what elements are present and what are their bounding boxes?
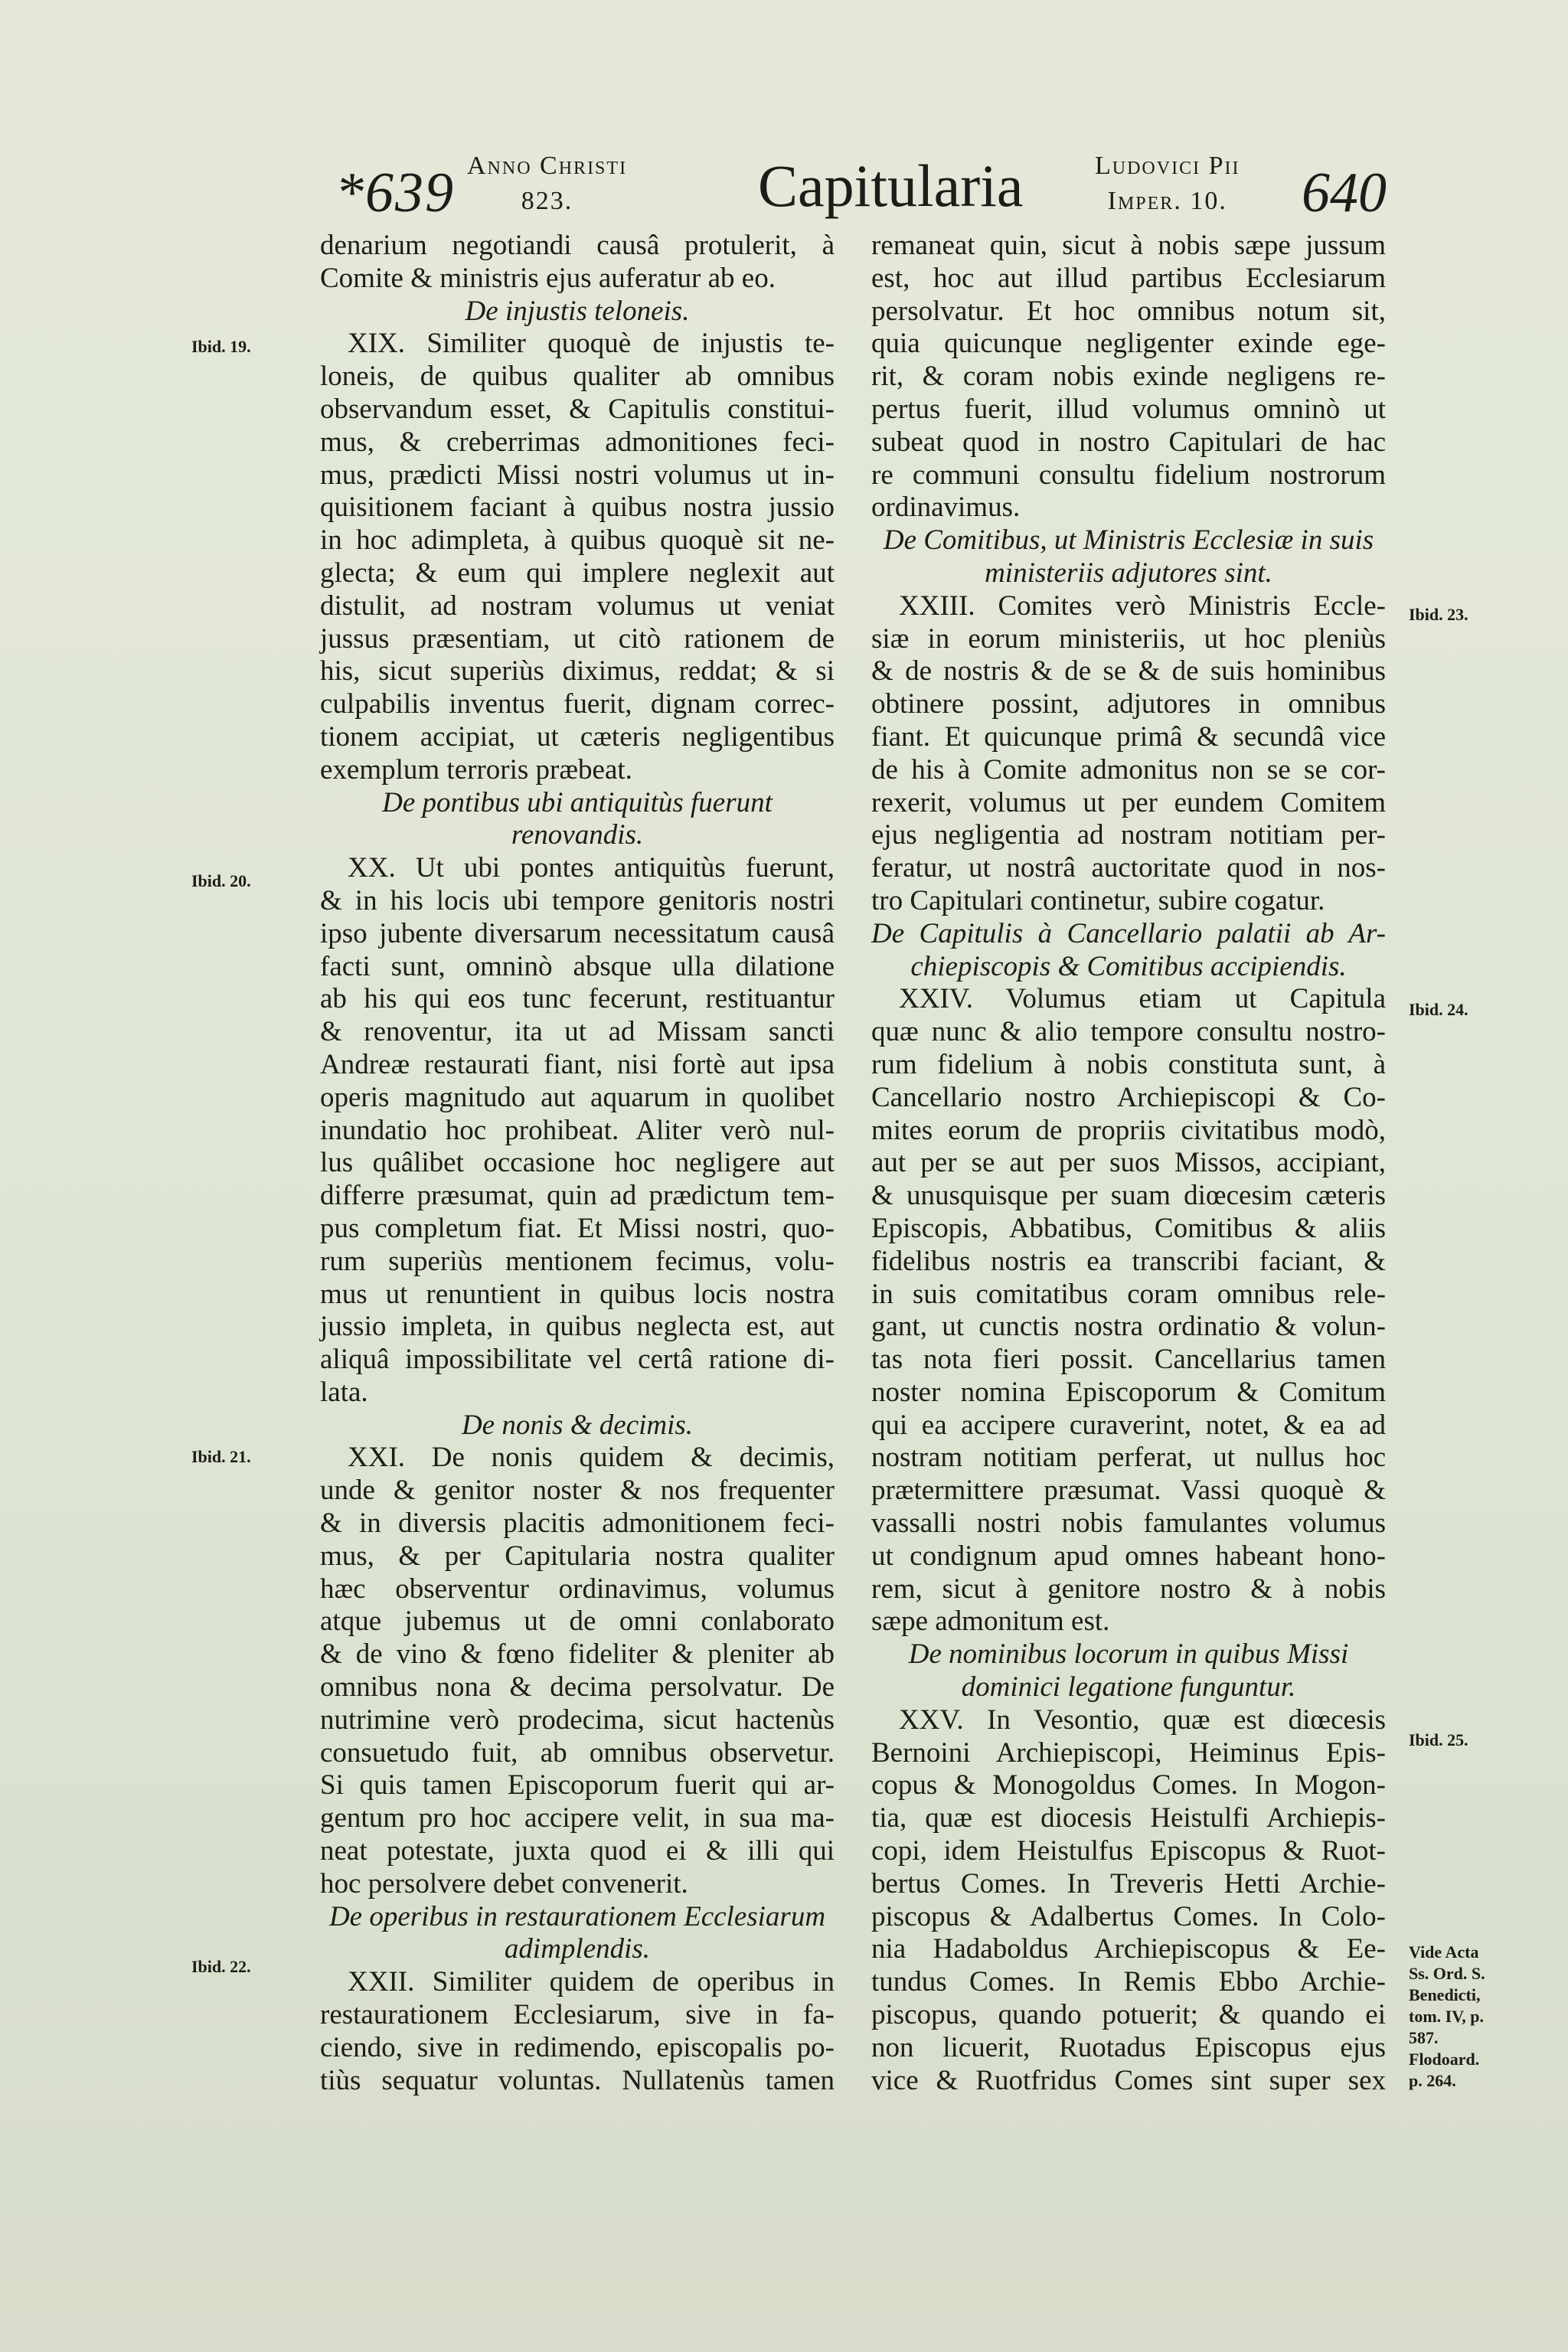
text-line: inundatio hoc prohibeat. Aliter verò nul- [320, 1114, 835, 1146]
text-line: & in diversis placitis admonitionem feci- [320, 1508, 835, 1540]
text-line: restaurationem Ecclesiarum, sive in fa- [320, 1999, 835, 2031]
text-line: piscopus, quando potuerit; & quando ei [871, 1999, 1386, 2031]
text-line: rexerit, volumus ut per eundem Comitem [871, 786, 1386, 818]
text-line: his, sicut superiùs diximus, reddat; & si [320, 655, 835, 688]
text-line: fiant. Et quicunque primâ & secundâ vice [871, 720, 1386, 753]
text-line: quia quicunque negligenter exinde ege- [871, 328, 1386, 360]
text-line: de his à Comite admonitus non se se cor- [871, 753, 1386, 786]
text-line: hæc observentur ordinavimus, volumus [320, 1573, 835, 1605]
text-line: distulit, ad nostram volumus ut veniat [320, 590, 835, 622]
text-line: mus, & creberrimas admonitiones feci- [320, 426, 835, 458]
margin-note-line: Flodoard. [1409, 2050, 1480, 2069]
text-line: re communi consultu fidelium nostrorum [871, 459, 1386, 491]
text-line: prætermittere præsumat. Vassi quoquè & [871, 1475, 1386, 1507]
text-line: omnibus nona & decima persolvatur. De [320, 1671, 835, 1704]
margin-note: Ibid. 22. [191, 1957, 251, 1976]
text-line: denarium negotiandi causâ protulerit, à [320, 230, 835, 261]
running-head-right-line1: Ludovici Pii [1095, 152, 1240, 180]
text-line: tiùs sequatur voluntas. Nullatenùs tamen [320, 2064, 835, 2096]
text-line: qui ea accipere curaverint, notet, & ea ad [871, 1409, 1386, 1441]
margin-note-vide [1409, 1942, 1485, 2092]
page-number-right: 640 [1302, 162, 1387, 224]
text-line: Si quis tamen Episcoporum fuerit qui ar- [320, 1769, 835, 1802]
running-head-right [1095, 149, 1240, 219]
margin-note-line: tom. IV, p. [1409, 2007, 1485, 2026]
text-line: pus completum fiat. Et Missi nostri, quo- [320, 1212, 835, 1244]
text-line: jussus præsentiam, ut citò rationem de [320, 622, 835, 655]
text-line: facti sunt, omninò absque ulla dilatione [320, 950, 835, 982]
text-line: ut condignum apud omnes habeant hono- [871, 1540, 1386, 1572]
text-line: mites eorum de propriis civitatibus modò, [871, 1114, 1386, 1146]
text-line: feratur, ut nostrâ auctoritate quod in nos- [871, 852, 1386, 884]
text-line: & unusquisque per suam diœcesim cæteris [871, 1180, 1386, 1212]
section-heading: adimplendis. [504, 1933, 651, 1965]
text-line: tro Capitulari continetur, subire cogatur. [871, 884, 1325, 916]
text-line: noster nomina Episcoporum & Comitum [871, 1376, 1386, 1408]
text-line: Andreæ restaurati fiant, nisi fortè aut ipsa [320, 1048, 835, 1080]
text-line: tia, quæ est diocesis Heistulfi Archiepis- [871, 1802, 1386, 1834]
text-line: jussio impleta, in quibus neglecta est, aut [320, 1311, 835, 1343]
section-heading: De Comitibus, ut Ministris Ecclesiæ in suis [883, 524, 1374, 557]
text-line: unde & genitor noster & nos frequenter [320, 1475, 835, 1507]
text-line: & de vino & fœno fideliter & pleniter ab [320, 1638, 835, 1671]
text-line: ordinavimus. [871, 492, 1021, 524]
text-line: nostram notitiam perferat, ut nullus hoc [871, 1442, 1386, 1474]
text-line: differre præsumat, quin ad prædictum tem- [320, 1180, 835, 1212]
text-line: tionem accipiat, ut cæteris negligentibus [320, 720, 835, 753]
running-head-left-line2: 823. [521, 187, 573, 215]
text-line: non licuerit, Ruotadus Episcopus ejus [871, 2031, 1386, 2063]
text-line: obtinere possint, adjutores in omnibus [871, 688, 1386, 720]
text-line: & in his locis ubi tempore genitoris nostri [320, 884, 835, 916]
margin-note: Ibid. 20. [191, 871, 251, 890]
text-line: ciendo, sive in redimendo, episcopalis po- [320, 2031, 835, 2063]
text-line: vassalli nostri nobis famulantes volumus [871, 1508, 1386, 1540]
margin-note: Ibid. 19. [191, 337, 251, 356]
text-line: XXIII. Comites verò Ministris Eccle- [899, 590, 1386, 622]
left-column [320, 230, 835, 2097]
section-heading: De nonis & decimis. [461, 1409, 694, 1441]
section-heading: De nominibus locorum in quibus Missi [908, 1638, 1349, 1671]
text-line: & de nostris & de se & de suis hominibus [871, 655, 1386, 688]
text-line: aliquâ impossibilitate vel certâ ratione di- [320, 1344, 835, 1376]
text-line: Comite & ministris ejus auferatur ab eo. [320, 262, 776, 294]
margin-note-line: Ss. Ord. S. [1409, 1964, 1485, 1983]
page-header [0, 145, 1568, 230]
text-line: bertus Comes. In Treveris Hetti Archie- [871, 1867, 1386, 1900]
text-line: remaneat quin, sicut à nobis sæpe jussum [871, 230, 1386, 261]
page-title: Capitularia [758, 152, 1024, 219]
text-line: quæ nunc & alio tempore consultu nostro- [871, 1016, 1386, 1048]
text-line: sæpe admonitum est. [871, 1606, 1110, 1638]
text-line: est, hoc aut illud partibus Ecclesiarum [871, 262, 1386, 294]
text-line: in suis comitatibus coram omnibus rele- [871, 1278, 1386, 1310]
text-line: aut per se aut per suos Missos, accipiant, [871, 1147, 1386, 1179]
text-line: siæ in eorum ministeriis, ut hoc pleniùs [871, 622, 1386, 655]
text-line: XIX. Similiter quoquè de injustis te- [348, 328, 835, 360]
section-heading: renovandis. [511, 819, 644, 851]
text-line: hoc persolvere debet convenerit. [320, 1867, 688, 1900]
margin-note: Ibid. 23. [1409, 605, 1468, 624]
text-line: loneis, de quibus qualiter ab omnibus [320, 361, 835, 393]
text-line: tas nota fieri possit. Cancellarius tamen [871, 1344, 1386, 1376]
margin-note-line: Benedicti, [1409, 1985, 1481, 2004]
margin-note-line: Vide Acta [1409, 1942, 1479, 1962]
text-line: mus, prædicti Missi nostri volumus ut in- [320, 459, 835, 491]
text-line: XXI. De nonis quidem & decimis, [348, 1442, 835, 1474]
margin-note-line: 587. [1409, 2028, 1439, 2047]
section-heading: De pontibus ubi antiquitùs fuerunt [382, 786, 773, 818]
text-line: rem, sicut à genitore nostro & à nobis [871, 1573, 1386, 1605]
text-line: & renoventur, ita ut ad Missam sancti [320, 1016, 835, 1048]
text-line: gant, ut cunctis nostra ordinatio & volun- [871, 1311, 1386, 1343]
text-line: fidelibus nostris ea transcribi faciant, & [871, 1245, 1386, 1277]
text-line: copi, idem Heistulfus Episcopus & Ruot- [871, 1835, 1386, 1867]
text-line: rum fidelium à nobis constituta sunt, à [871, 1048, 1386, 1080]
text-line: ipso jubente diversarum necessitatum causâ [320, 917, 835, 949]
text-line: XX. Ut ubi pontes antiquitùs fuerunt, [348, 852, 835, 884]
text-line: lata. [320, 1376, 368, 1408]
text-line: in hoc adimpleta, à quibus quoquè sit ne- [320, 524, 835, 557]
page-number-left: *639 [335, 162, 455, 224]
text-line: nutrimine verò prodecima, sicut hactenùs [320, 1704, 835, 1736]
text-line: observandum esset, & Capitulis constitui- [320, 393, 835, 425]
text-line: subeat quod in nostro Capitulari de hac [871, 426, 1386, 458]
margin-note: Ibid. 21. [191, 1447, 251, 1466]
section-heading: De injustis teloneis. [465, 295, 690, 327]
text-line: rum superiùs mentionem fecimus, volu- [320, 1245, 835, 1277]
text-line: neat potestate, juxta quod ei & illi qui [320, 1835, 835, 1867]
text-line: tundus Comes. In Remis Ebbo Archie- [871, 1966, 1386, 1998]
text-line: culpabilis inventus fuerit, dignam correc- [320, 688, 835, 720]
text-line: rit, & coram nobis exinde negligens re- [871, 361, 1386, 393]
text-line: nia Hadaboldus Archiepiscopus & Ee- [871, 1933, 1386, 1965]
text-line: XXIV. Volumus etiam ut Capitula [899, 983, 1386, 1015]
right-column [871, 230, 1386, 2097]
section-heading: De operibus in restaurationem Ecclesiarum [328, 1900, 826, 1932]
text-line: Bernoini Archiepiscopi, Heiminus Epis- [871, 1736, 1386, 1769]
text-line: ab his qui eos tunc fecerunt, restituantur [320, 983, 835, 1015]
text-line: glecta; & eum qui implere neglexit aut [320, 557, 835, 589]
text-line: vice & Ruotfridus Comes sint super sex [871, 2064, 1386, 2096]
section-heading: ministeriis adjutores sint. [985, 557, 1272, 589]
text-line: XXII. Similiter quidem de operibus in [348, 1966, 835, 1998]
section-heading: De Capitulis à Cancellario palatii ab Ar- [871, 917, 1386, 949]
text-line: XXV. In Vesontio, quæ est diœcesis [899, 1704, 1386, 1736]
section-heading: chiepiscopis & Comitibus accipiendis. [910, 950, 1347, 982]
section-heading: dominici legatione funguntur. [961, 1671, 1296, 1704]
text-line: quisitionem faciant à quibus nostra jussio [320, 492, 835, 524]
text-line: lus quâlibet occasione hoc negligere aut [320, 1147, 835, 1179]
text-line: operis magnitudo aut aquarum in quolibet [320, 1081, 835, 1113]
text-line: mus, & per Capitularia nostra qualiter [320, 1540, 835, 1572]
text-line: Episcopis, Abbatibus, Comitibus & aliis [871, 1212, 1386, 1244]
margin-note-line: p. 264. [1409, 2071, 1456, 2090]
text-line: exemplum terroris præbeat. [320, 753, 632, 786]
running-head-right-line2: Imper. 10. [1107, 187, 1227, 215]
running-head-left-line1: Anno Christi [467, 152, 628, 180]
text-line: persolvatur. Et hoc omnibus notum sit, [871, 295, 1386, 327]
text-line: ejus negligentia ad nostram notitiam per- [871, 819, 1386, 851]
text-line: mus ut renuntient in quibus locis nostra [320, 1278, 835, 1310]
text-line: copus & Monogoldus Comes. In Mogon- [871, 1769, 1386, 1802]
text-line: gentum pro hoc accipere velit, in sua ma- [320, 1802, 835, 1834]
text-line: atque jubemus ut de omni conlaborato [320, 1606, 835, 1638]
running-head-left [467, 149, 627, 219]
margin-note: Ibid. 24. [1409, 1000, 1468, 1019]
text-line: Cancellario nostro Archiepiscopi & Co- [871, 1081, 1386, 1113]
text-line: pertus fuerit, illud volumus omninò ut [871, 393, 1386, 425]
text-line: piscopus & Adalbertus Comes. In Colo- [871, 1900, 1386, 1932]
text-line: consuetudo fuit, ab omnibus observetur. [320, 1736, 835, 1769]
margin-note: Ibid. 25. [1409, 1730, 1468, 1749]
